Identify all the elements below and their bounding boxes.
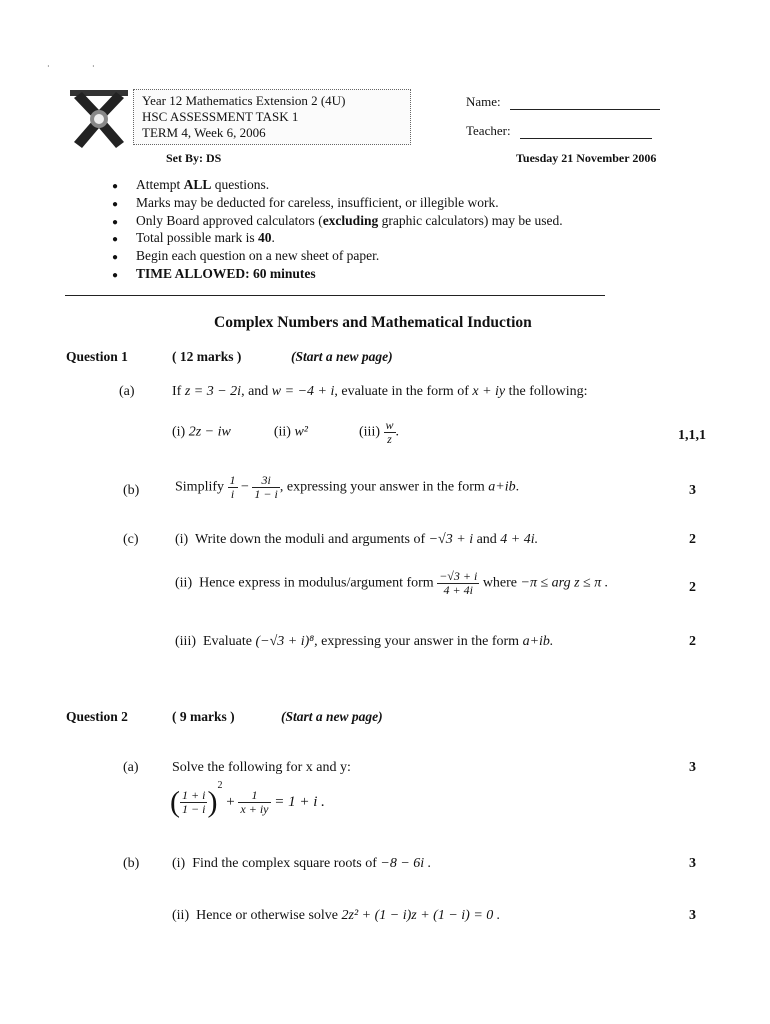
q2a-equation: ( $\frac{1 + i}{1 - i}$ )$^2$ + $\frac{1}{x + iy}$ = 1 + i . [170, 780, 325, 819]
q2b-label: (b) [123, 856, 140, 871]
q1c-ii-text: (ii) Hence express in modulus/argument form $\frac{-√3 + i}{4 + 4i}$ where −π ≤ arg z ≤ π . [175, 569, 609, 597]
name-field[interactable] [466, 94, 660, 110]
q1-label: Question 1 [66, 349, 128, 364]
name-label: Name: [466, 94, 501, 109]
stray-mark-2: · [92, 62, 95, 71]
q2b-ii-marks: 3 [689, 908, 696, 923]
q2a-label: (a) [123, 760, 139, 775]
q2-label: Question 2 [66, 709, 128, 724]
instructions-list [112, 176, 563, 283]
instruction-item: ● Marks may be deducted for careless, insufficient, or illegible work. [112, 194, 563, 212]
title-line-3: TERM 4, Week 6, 2006 [142, 125, 266, 140]
q1-note: (Start a new page) [291, 349, 393, 364]
title-line-2: HSC ASSESSMENT TASK 1 [142, 109, 299, 124]
fraction-3i-over-1-minus-i: $\frac{3i}{1 - i}$ [254, 473, 278, 501]
fraction-1pi-over-1mi: $\frac{1 + i}{1 - i}$ [182, 788, 206, 817]
instruction-item: ● Only Board approved calculators (excluding graphic calculators) may be used. [112, 212, 563, 230]
teacher-blank[interactable] [520, 126, 652, 139]
set-by: Set By: DS [166, 151, 222, 165]
bullet-icon: ● [112, 269, 119, 281]
q2a-text: Solve the following for x and y: [172, 760, 351, 775]
q2b-i-text: (i) Find the complex square roots of −8 − 6i . [172, 856, 432, 871]
q1c-iii-text: (iii) Evaluate (−√3 + i)⁸, expressing your answer in the form a+ib. [175, 634, 554, 649]
teacher-label: Teacher: [466, 123, 511, 138]
fraction-w-over-z: $\frac{w}{z}$ [385, 418, 394, 446]
bullet-icon: ● [112, 181, 119, 192]
instruction-item: ● Total possible mark is 40. [112, 229, 563, 247]
q1c-ii-marks: 2 [689, 580, 696, 595]
exam-date: Tuesday 21 November 2006 [516, 151, 657, 165]
bullet-icon: ● [112, 198, 119, 210]
fraction-1-over-x-iy: $\frac{1}{x + iy}$ [240, 788, 269, 817]
q1c-iii-marks: 2 [689, 634, 696, 649]
section-title: Complex Numbers and Mathematical Induction [214, 314, 532, 331]
q2a-marks: 3 [689, 760, 696, 775]
instruction-item: ● Attempt ALL questions. [112, 176, 563, 194]
q1b-label: (b) [123, 483, 140, 498]
q1c-label: (c) [123, 532, 139, 547]
q1c-i-text: (i) Write down the moduli and arguments of −√3 + i and 4 + 4i. [175, 532, 539, 547]
name-blank[interactable] [510, 97, 660, 110]
bullet-icon: ● [112, 252, 119, 264]
divider-line [65, 295, 605, 296]
q1b-marks: 3 [689, 483, 696, 498]
fraction-modarg: $\frac{-√3 + i}{4 + 4i}$ [439, 569, 478, 597]
title-line-1: Year 12 Mathematics Extension 2 (4U) [142, 93, 346, 108]
instruction-item: ● Begin each question on a new sheet of paper. [112, 247, 563, 265]
q1a-marks: 1,1,1 [678, 428, 706, 443]
instruction-item: ● TIME ALLOWED: 60 minutes [112, 265, 563, 283]
bullet-icon: ● [112, 216, 119, 228]
bullet-icon: ● [112, 234, 119, 246]
q1a-text: If z = 3 − 2i, and w = −4 + i, evaluate in the form of x + iy the following: [172, 384, 588, 399]
q2b-i-marks: 3 [689, 856, 696, 871]
teacher-field[interactable] [466, 123, 652, 139]
q1b-text: Simplify $\frac{1}{i}$ − $\frac{3i}{1 - i}$ , expressing your answer in the form a+ib. [175, 473, 520, 501]
q2-note: (Start a new page) [281, 709, 383, 724]
fraction-1-over-i: $\frac{1}{i}$ [229, 473, 236, 501]
q2b-ii-text: (ii) Hence or otherwise solve 2z² + (1 − i)z + (1 − i) = 0 . [172, 908, 501, 923]
school-crest-logo [68, 88, 130, 150]
q2-marks: ( 9 marks ) [172, 709, 235, 724]
q1a-label: (a) [119, 384, 135, 399]
q1-marks: ( 12 marks ) [172, 349, 242, 364]
q1c-i-marks: 2 [689, 532, 696, 547]
stray-mark: · [47, 62, 50, 71]
assessment-title-box [133, 89, 411, 145]
q1a-parts: (i) 2z − iw (ii) w² (iii) $\frac{w}{z}$ . [172, 418, 400, 446]
